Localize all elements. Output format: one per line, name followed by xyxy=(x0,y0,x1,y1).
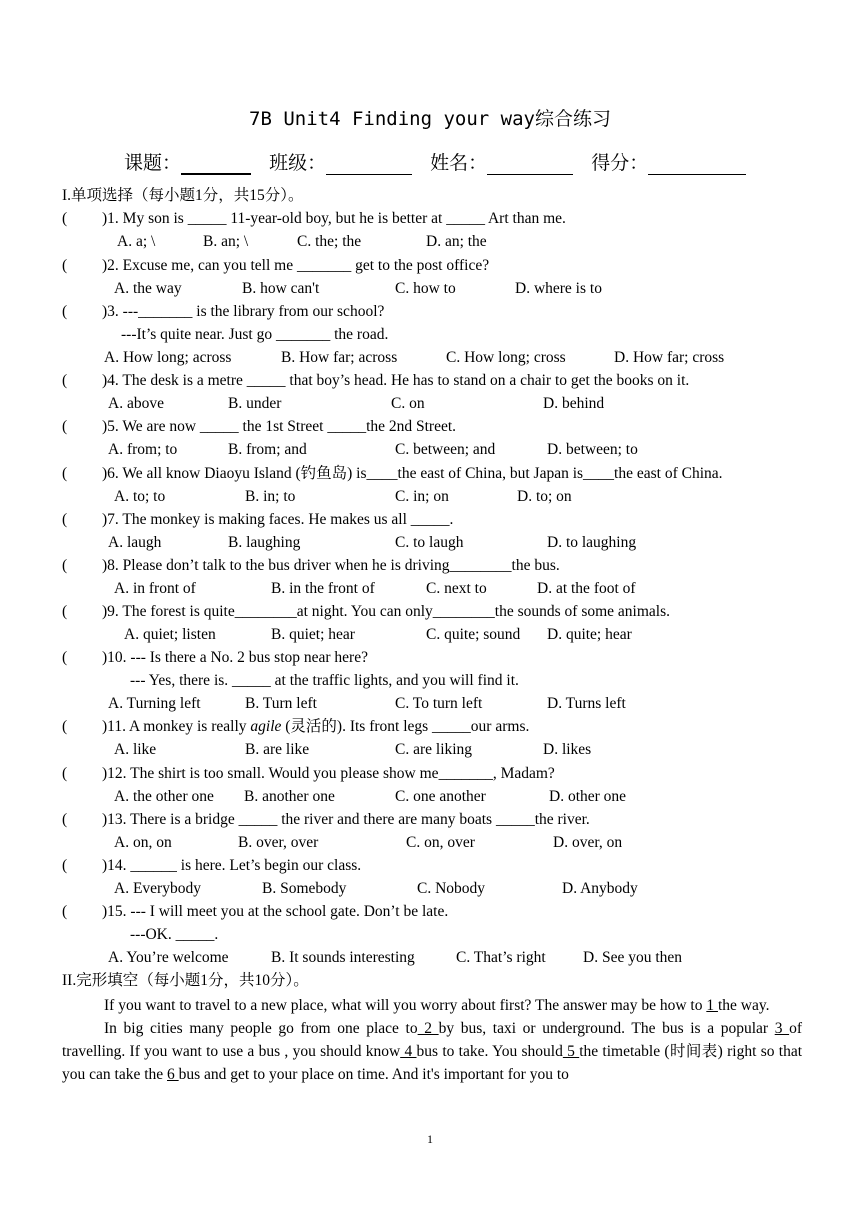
option-a[interactable]: A. in front of xyxy=(114,580,196,597)
blank-6[interactable]: 6 xyxy=(167,1066,179,1083)
option-a[interactable]: A. on, on xyxy=(114,834,172,851)
option-d[interactable]: D. to laughing xyxy=(547,534,637,551)
option-d[interactable]: D. an; the xyxy=(426,233,487,250)
option-c[interactable]: C. how to xyxy=(395,280,456,297)
option-c[interactable]: C. quite; sound xyxy=(426,626,521,643)
option-d[interactable]: D. See you then xyxy=(583,949,683,966)
class-blank[interactable] xyxy=(326,152,412,175)
option-b[interactable]: B. another one xyxy=(244,788,335,805)
option-c[interactable]: C. are liking xyxy=(395,741,473,758)
option-c[interactable]: C. on xyxy=(391,395,425,412)
option-a[interactable]: A. Turning left xyxy=(108,695,201,712)
score-blank[interactable] xyxy=(648,152,746,175)
section-1-heading: I.单项选择（每小题1分，共15分）。 xyxy=(62,187,304,204)
option-d[interactable]: D. How far; cross xyxy=(614,349,725,366)
question-4: ( )4. The desk is a metre _____ that boy’s head. He has to stand on a chair to get the books on it. xyxy=(62,372,690,389)
option-d[interactable]: D. at the foot of xyxy=(537,580,636,597)
score-label: 得分： xyxy=(591,152,649,174)
question-15-response: ---OK. _____. xyxy=(130,926,219,943)
blank-2[interactable]: 2 xyxy=(417,1020,439,1037)
option-d[interactable]: D. Turns left xyxy=(547,695,626,712)
question-10: ( )10. --- Is there a No. 2 bus stop near here? xyxy=(62,649,368,666)
option-b[interactable]: B. an; \ xyxy=(203,233,249,250)
option-d[interactable]: D. between; to xyxy=(547,441,638,458)
title-english: 7B Unit4 Finding your way xyxy=(249,108,535,130)
option-a[interactable]: A. from; to xyxy=(108,441,178,458)
option-a[interactable]: A. laugh xyxy=(108,534,162,551)
option-d[interactable]: D. Anybody xyxy=(562,880,638,897)
question-7: ( )7. The monkey is making faces. He makes us all _____. xyxy=(62,511,454,528)
option-d[interactable]: D. likes xyxy=(543,741,592,758)
option-a[interactable]: A. like xyxy=(114,741,157,758)
option-d[interactable]: D. quite; hear xyxy=(547,626,632,643)
blank-5[interactable]: 5 xyxy=(562,1043,580,1060)
option-a[interactable]: A. quiet; listen xyxy=(124,626,216,643)
option-d[interactable]: D. other one xyxy=(549,788,627,805)
option-c[interactable]: C. That’s right xyxy=(456,949,546,966)
question-5: ( )5. We are now _____ the 1st Street _____the 2nd Street. xyxy=(62,418,457,435)
option-a[interactable]: A. How long; across xyxy=(104,349,232,366)
blank-4[interactable]: 4 xyxy=(400,1043,417,1060)
topic-label: 课题： xyxy=(124,152,182,174)
option-b[interactable]: B. under xyxy=(228,395,282,412)
class-label: 班级： xyxy=(269,152,327,174)
option-b[interactable]: B. It sounds interesting xyxy=(271,949,415,966)
cloze-passage xyxy=(62,994,802,1086)
topic-blank[interactable] xyxy=(181,151,251,175)
option-b[interactable]: B. how can't xyxy=(242,280,320,297)
option-d[interactable]: D. behind xyxy=(543,395,605,412)
option-d[interactable]: D. to; on xyxy=(517,488,572,505)
question-12: ( )12. The shirt is too small. Would you please show me_______, Madam? xyxy=(62,765,555,782)
page-number: 1 xyxy=(427,1132,433,1146)
option-b[interactable]: B. How far; across xyxy=(281,349,398,366)
blank-1[interactable]: 1 xyxy=(706,997,718,1014)
option-a[interactable]: A. You’re welcome xyxy=(108,949,229,966)
option-a[interactable]: A. Everybody xyxy=(114,880,201,897)
option-c[interactable]: C. on, over xyxy=(406,834,475,851)
question-8: ( )8. Please don’t talk to the bus driver when he is driving________the bus. xyxy=(62,557,560,574)
option-b[interactable]: B. Somebody xyxy=(262,880,347,897)
option-b[interactable]: B. in the front of xyxy=(271,580,375,597)
option-a[interactable]: A. to; to xyxy=(114,488,166,505)
option-c[interactable]: C. between; and xyxy=(395,441,496,458)
option-c[interactable]: C. to laugh xyxy=(395,534,464,551)
passage-paragraph-2: In big cities many people go from one place to 2 by bus, taxi or underground. The bus is a popular 3 of travelling. If you want to use a bus , you should know 4 bus to take. You should 5 the timetable (时间表) right so that you can take the 6 bus and get to your place on time. And it's important for you to xyxy=(62,1020,803,1083)
option-a[interactable]: A. the other one xyxy=(114,788,214,805)
option-c[interactable]: C. one another xyxy=(395,788,486,805)
question-6: ( )6. We all know Diaoyu Island (钓鱼岛) is____the east of China, but Japan is____the east of China. xyxy=(62,465,723,482)
question-13: ( )13. There is a bridge _____ the river and there are many boats _____the river. xyxy=(62,811,590,828)
question-1: ( )1. My son is _____ 11-year-old boy, but he is better at _____ Art than me. xyxy=(62,210,566,227)
option-c[interactable]: C. Nobody xyxy=(417,880,486,897)
question-9: ( )9. The forest is quite________at night. You can only________the sounds of some animals. xyxy=(62,603,670,620)
question-3-response: ---It’s quite near. Just go _______ the road. xyxy=(121,326,389,343)
question-2: ( )2. Excuse me, can you tell me _______ get to the post office? xyxy=(62,257,490,274)
question-10-response: --- Yes, there is. _____ at the traffic lights, and you will find it. xyxy=(130,672,519,689)
question-11: ( )11. A monkey is really agile (灵活的). Its front legs _____our arms. xyxy=(62,718,530,735)
section-2-heading: II.完形填空（每小题1分，共10分）。 xyxy=(62,972,309,989)
name-blank[interactable] xyxy=(487,152,573,175)
option-c[interactable]: C. the; the xyxy=(297,233,362,250)
option-c[interactable]: C. To turn left xyxy=(395,695,483,712)
option-c[interactable]: C. next to xyxy=(426,580,487,597)
option-c[interactable]: C. in; on xyxy=(395,488,449,505)
passage-paragraph-1: If you want to travel to a new place, what will you worry about first? The answer may be how to 1 the way. xyxy=(104,997,770,1014)
name-label: 姓名： xyxy=(430,152,488,174)
option-b[interactable]: B. Turn left xyxy=(245,695,317,712)
option-d[interactable]: D. over, on xyxy=(553,834,623,851)
option-b[interactable]: B. over, over xyxy=(238,834,319,851)
question-3: ( )3. ---_______ is the library from our school? xyxy=(62,303,385,320)
option-b[interactable]: B. quiet; hear xyxy=(271,626,355,643)
option-a[interactable]: A. a; \ xyxy=(117,233,156,250)
question-15: ( )15. --- I will meet you at the school gate. Don’t be late. xyxy=(62,903,449,920)
title-chinese: 综合练习 xyxy=(534,108,611,130)
student-info-row xyxy=(124,148,758,175)
option-b[interactable]: B. from; and xyxy=(228,441,307,458)
option-b[interactable]: B. in; to xyxy=(245,488,296,505)
page-title xyxy=(0,104,860,131)
option-b[interactable]: B. are like xyxy=(245,741,310,758)
option-b[interactable]: B. laughing xyxy=(228,534,301,551)
question-14: ( )14. ______ is here. Let’s begin our class. xyxy=(62,857,362,874)
option-a[interactable]: A. the way xyxy=(114,280,182,297)
option-c[interactable]: C. How long; cross xyxy=(446,349,566,366)
option-d[interactable]: D. where is to xyxy=(515,280,602,297)
option-a[interactable]: A. above xyxy=(108,395,164,412)
blank-3[interactable]: 3 xyxy=(774,1020,790,1037)
